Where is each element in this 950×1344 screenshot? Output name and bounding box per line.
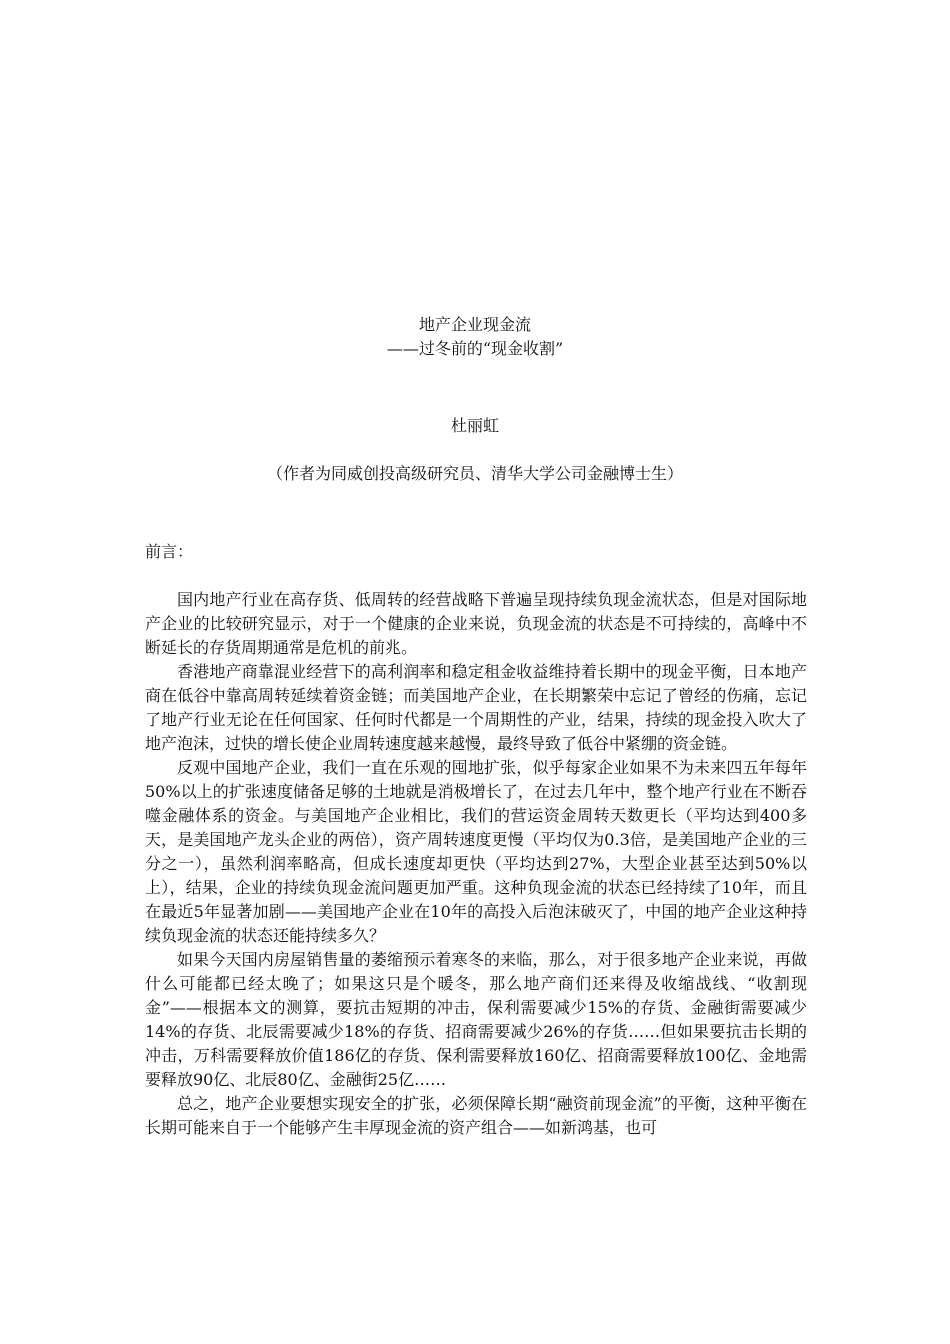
preface-heading: 前言： bbox=[145, 542, 194, 561]
author-affiliation: （作者为同威创投高级研究员、清华大学公司金融博士生） bbox=[266, 464, 683, 483]
paragraph-4: 如果今天国内房屋销售量的萎缩预示着寒冬的来临，那么，对于很多地产企业来说，再做什么可能都已经太晚了；如果这只是个暖冬，那么地产商们还来得及收缩战线、“收割现金”——根据本文的测算，要抗击短期的冲击，保利需要减少15%的存货、金融街需要减少14%的存货、北辰需要减少18%的存货、招商需要减少26%的存货……但如果要抗击长期的冲击，万科需要释放价值186亿的存货、保利需要释放160亿、招商需要释放100亿、金地需要释放90亿、北辰80亿、金融街25亿…… bbox=[145, 950, 807, 1089]
paragraph-5: 总之，地产企业要想实现安全的扩张，必须保障长期“融资前现金流”的平衡，这种平衡在长期可能来自于一个能够产生丰厚现金流的资产组合——如新鸿基，也可 bbox=[145, 1094, 807, 1137]
paragraph-3: 反观中国地产企业，我们一直在乐观的囤地扩张，似乎每家企业如果不为未来四五年每年50%以上的扩张速度储备足够的土地就是消极增长了，在过去几年中，整个地产行业在不断吞噬金融体系的资金。与美国地产企业相比，我们的营运资金周转天数更长（平均达到400多天，是美国地产龙头企业的两倍），资产周转速度更慢（平均仅为0.3倍，是美国地产企业的三分之一），虽然利润率略高，但成长速度却更快（平均达到27%，大型企业甚至达到50%以上），结果，企业的持续负现金流问题更加严重。这种负现金流的状态已经持续了10年，而且在最近5年显著加剧——美国地产企业在10年的高投入后泡沫破灭了，中国的地产企业这种持续负现金流的状态还能持续多久？ bbox=[145, 758, 807, 945]
document-subtitle: ——过冬前的“现金收割” bbox=[386, 339, 564, 358]
paragraph-1: 国内地产行业在高存货、低周转的经营战略下普遍呈现持续负现金流状态，但是对国际地产企业的比较研究显示，对于一个健康的企业来说，负现金流的状态是不可持续的，高峰中不断延长的存货周期通常是危机的前兆。 bbox=[145, 590, 807, 657]
author-name: 杜丽虹 bbox=[450, 416, 499, 435]
document-title: 地产企业现金流 bbox=[418, 315, 531, 334]
body-text bbox=[145, 588, 807, 1140]
paragraph-2: 香港地产商靠混业经营下的高利润率和稳定租金收益维持着长期中的现金平衡，日本地产商在低谷中靠高周转延续着资金链；而美国地产企业，在长期繁荣中忘记了曾经的伤痛，忘记了地产行业无论在任何国家、任何时代都是一个周期性的产业，结果，持续的现金投入吹大了地产泡沫，过快的增长使企业周转速度越来越慢，最终导致了低谷中紧绷的资金链。 bbox=[145, 662, 807, 753]
